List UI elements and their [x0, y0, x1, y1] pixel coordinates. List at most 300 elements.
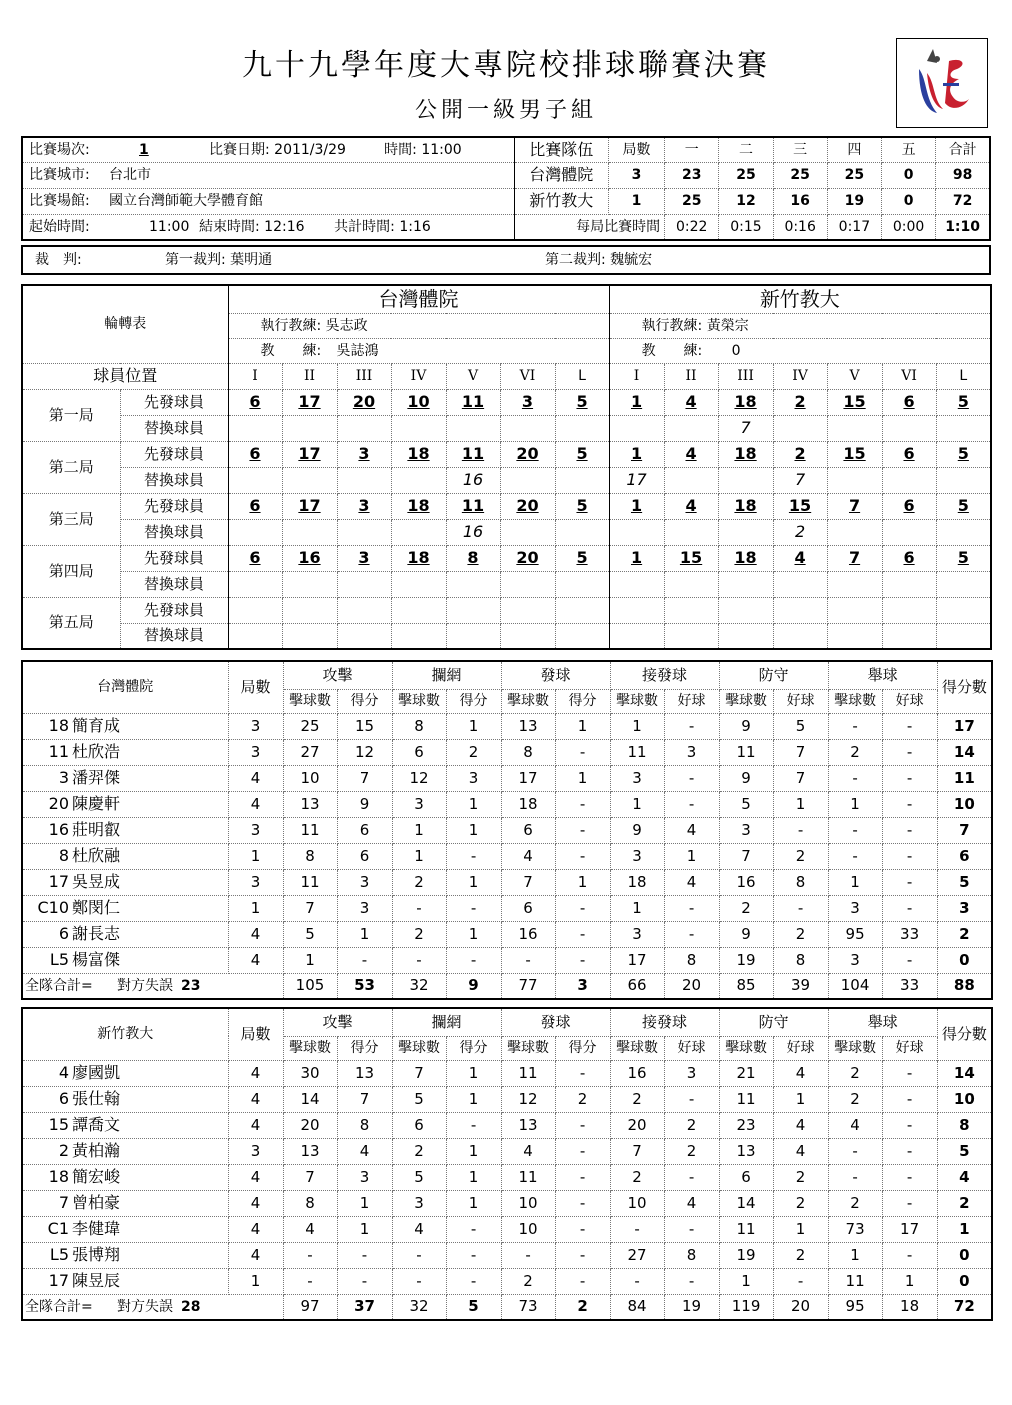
player-cell — [22, 869, 228, 895]
stat-cell: 2 — [828, 1086, 882, 1112]
player-number: 7 — [58, 1193, 69, 1212]
total-cell: 2 — [555, 1294, 610, 1320]
stat-cell: 2 — [773, 1242, 828, 1268]
stat-cell: 1 — [828, 791, 882, 817]
set-score: 25 — [773, 162, 827, 188]
team-sets: 1 — [608, 188, 664, 214]
sub-player — [827, 467, 882, 493]
player-row — [22, 921, 992, 947]
stat-cell: - — [392, 895, 446, 921]
match-info-row-2 — [22, 162, 514, 188]
points-header: 得分數 — [937, 1008, 992, 1060]
rotation-sub-row — [22, 519, 991, 545]
starter-player — [718, 597, 773, 623]
stat-cell: - — [555, 1138, 610, 1164]
stat-cell: - — [882, 1242, 937, 1268]
player-number: 8 — [58, 846, 69, 865]
coach-label: 教 練: — [641, 342, 703, 359]
stat-cell: 2 — [392, 869, 446, 895]
sub-header: 擊球數 — [828, 1036, 882, 1060]
stat-cell: 4 — [228, 1086, 283, 1112]
stat-cell: 6 — [719, 1164, 773, 1190]
sub-header: 好球 — [882, 689, 937, 713]
stat-cell: 13 — [501, 1112, 555, 1138]
starter-player — [827, 597, 882, 623]
team-a-exec-coach: 執行教練: 吳志政 — [228, 313, 609, 338]
date-label: 比賽日期: — [209, 141, 270, 158]
total-cell: 39 — [773, 973, 828, 999]
total-cell: 5 — [446, 1294, 501, 1320]
starter-player: 6 — [228, 493, 282, 519]
player-name: 廖國凱 — [72, 1063, 121, 1082]
stat-cell: - — [392, 1268, 446, 1294]
team-sets: 3 — [608, 162, 664, 188]
stat-cell: 1 — [773, 1216, 828, 1242]
starter-player: 4 — [664, 389, 718, 415]
stat-cell: 3 — [228, 713, 283, 739]
total-cell: 33 — [882, 973, 937, 999]
starter-player — [391, 597, 446, 623]
stat-cell: 3 — [610, 843, 664, 869]
total-cell: 119 — [719, 1294, 773, 1320]
starter-player: 3 — [337, 441, 391, 467]
stat-cell: 2 — [719, 895, 773, 921]
rotation-starter-row — [22, 493, 991, 519]
total-cell: 19 — [664, 1294, 719, 1320]
city-label: 比賽城市: — [29, 167, 90, 183]
venue-label: 比賽場館: — [29, 193, 90, 209]
stat-cell: 14 — [283, 1086, 337, 1112]
player-name: 杜欣融 — [72, 846, 121, 865]
match-info-row-4 — [22, 214, 514, 240]
player-number: 3 — [58, 768, 69, 787]
sub-player — [882, 519, 936, 545]
stat-cell: 7 — [337, 1086, 392, 1112]
sub-player — [500, 415, 555, 441]
stat-cell: - — [555, 843, 610, 869]
stat-cell: - — [828, 1138, 882, 1164]
sub-player — [446, 415, 500, 441]
stat-cell: 14 — [937, 1060, 992, 1086]
stat-cell: 11 — [610, 739, 664, 765]
player-name: 李健瑋 — [72, 1219, 121, 1238]
stat-cell: 30 — [283, 1060, 337, 1086]
stat-cell: - — [555, 1164, 610, 1190]
total-cell: 32 — [392, 973, 446, 999]
player-number: L5 — [49, 1245, 69, 1264]
player-name: 謝長志 — [72, 924, 121, 943]
sub-player — [664, 467, 718, 493]
stat-cell: 1 — [555, 713, 610, 739]
player-number: 16 — [48, 820, 69, 839]
match-no: 1 — [139, 141, 149, 158]
player-cell — [22, 1086, 228, 1112]
starter-player: 5 — [936, 389, 991, 415]
starter-player: 5 — [555, 493, 609, 519]
stat-cell: 11 — [719, 739, 773, 765]
stat-cell: 9 — [610, 817, 664, 843]
starter-player: 20 — [500, 545, 555, 571]
player-row — [22, 1112, 992, 1138]
total-cell: 20 — [664, 973, 719, 999]
header-set4: 四 — [827, 137, 881, 162]
team-b-exec-coach: 執行教練: 黃榮宗 — [609, 313, 991, 338]
totals-label-cell — [22, 1294, 283, 1320]
team-b-coach — [609, 338, 991, 363]
stat-cell: 1 — [392, 817, 446, 843]
stat-cell: 16 — [610, 1060, 664, 1086]
player-number: 18 — [48, 1167, 69, 1186]
sub-header: 好球 — [664, 689, 719, 713]
stat-cell: - — [446, 1242, 501, 1268]
sub-player — [337, 571, 391, 597]
rotation-starter-row — [22, 389, 991, 415]
stat-cell: 6 — [501, 817, 555, 843]
stat-cell: 5 — [937, 1138, 992, 1164]
player-number: 6 — [58, 1089, 69, 1108]
stat-cell: - — [828, 765, 882, 791]
starter-player: 6 — [228, 389, 282, 415]
starter-player — [555, 597, 609, 623]
starter-player — [446, 597, 500, 623]
total-cell: 77 — [501, 973, 555, 999]
stat-cell: 4 — [773, 1138, 828, 1164]
team-a-coach — [228, 338, 609, 363]
header-set5: 五 — [882, 137, 936, 162]
position-header: II — [282, 363, 337, 389]
total-cell: 85 — [719, 973, 773, 999]
totals-row — [22, 1294, 992, 1320]
stat-cell: 17 — [937, 713, 992, 739]
stat-cell: - — [773, 1268, 828, 1294]
sub-player — [500, 571, 555, 597]
stat-cell: - — [828, 843, 882, 869]
stat-cell: 8 — [773, 947, 828, 973]
player-number: 6 — [58, 924, 69, 943]
position-header: VI — [882, 363, 936, 389]
stat-cell: 3 — [610, 765, 664, 791]
stat-cell: 1 — [719, 1268, 773, 1294]
team-a-stats-table — [21, 660, 993, 1000]
player-number: 2 — [58, 1141, 69, 1160]
stat-cell: 4 — [501, 843, 555, 869]
stat-cell: - — [501, 1242, 555, 1268]
starter-player: 18 — [391, 493, 446, 519]
sub-player — [282, 623, 337, 649]
stat-cell: 2 — [501, 1268, 555, 1294]
starter-player: 3 — [337, 493, 391, 519]
sub-player — [718, 519, 773, 545]
stat-cell: 14 — [719, 1190, 773, 1216]
stat-cell: - — [283, 1268, 337, 1294]
stat-cell: 7 — [719, 843, 773, 869]
first-referee: 第一裁判: 葉明通 — [165, 252, 273, 268]
sub-header: 得分 — [337, 689, 392, 713]
player-row — [22, 895, 992, 921]
stat-cell: 5 — [283, 921, 337, 947]
sub-player — [282, 415, 337, 441]
stat-cell: 17 — [610, 947, 664, 973]
stat-cell: 19 — [719, 1242, 773, 1268]
starter-label: 先發球員 — [120, 545, 228, 571]
sub-header: 得分 — [555, 689, 610, 713]
stat-cell: 73 — [828, 1216, 882, 1242]
stat-cell: 8 — [773, 869, 828, 895]
stat-cell: 1 — [773, 1086, 828, 1112]
stat-cell: - — [555, 739, 610, 765]
logo — [896, 38, 988, 128]
stat-cell: 1 — [446, 713, 501, 739]
stat-cell: 1 — [610, 713, 664, 739]
stat-cell: - — [555, 1268, 610, 1294]
total-score: 98 — [936, 162, 990, 188]
player-number: L5 — [49, 950, 69, 969]
player-name: 陳昱辰 — [72, 1271, 121, 1290]
stat-cell: 3 — [337, 869, 392, 895]
receive-header: 接發球 — [610, 661, 719, 689]
stat-cell: 16 — [501, 921, 555, 947]
stat-cell: 1 — [446, 1060, 501, 1086]
sub-player — [228, 467, 282, 493]
sub-player — [228, 571, 282, 597]
sub-player — [936, 415, 991, 441]
stats-body — [22, 1060, 992, 1320]
stat-cell: 10 — [501, 1216, 555, 1242]
stat-cell: 10 — [283, 765, 337, 791]
stat-cell: 1 — [610, 791, 664, 817]
stat-cell: 7 — [283, 895, 337, 921]
sub-player — [936, 623, 991, 649]
starter-player: 6 — [882, 441, 936, 467]
starter-player: 8 — [446, 545, 500, 571]
stat-cell: 5 — [719, 791, 773, 817]
sub-player — [282, 467, 337, 493]
stat-cell: 21 — [719, 1060, 773, 1086]
position-header: V — [446, 363, 500, 389]
sub-header: 得分 — [337, 1036, 392, 1060]
starter-player: 15 — [827, 441, 882, 467]
second-referee: 第二裁判: 魏毓宏 — [545, 252, 653, 268]
stat-cell: 1 — [446, 1190, 501, 1216]
sub-player — [337, 415, 391, 441]
sets-header: 局數 — [228, 661, 283, 713]
player-name: 曾柏豪 — [72, 1193, 121, 1212]
player-number: C10 — [37, 898, 69, 917]
stat-cell: 3 — [937, 895, 992, 921]
starter-player: 11 — [446, 441, 500, 467]
stat-cell: 1 — [828, 869, 882, 895]
opp-err-value: 28 — [181, 1298, 201, 1315]
stat-cell: 95 — [828, 921, 882, 947]
sub-header: 擊球數 — [392, 1036, 446, 1060]
starter-player: 3 — [500, 389, 555, 415]
block-header: 攔網 — [392, 661, 501, 689]
total-cell: 105 — [283, 973, 337, 999]
player-row — [22, 1268, 992, 1294]
starter-player: 15 — [773, 493, 827, 519]
stat-cell: 4 — [228, 1242, 283, 1268]
sub-header: 擊球數 — [828, 689, 882, 713]
sub-player — [391, 519, 446, 545]
starter-player: 18 — [718, 545, 773, 571]
starter-player: 6 — [882, 389, 936, 415]
sub-player — [555, 571, 609, 597]
rotation-sub-row — [22, 571, 991, 597]
position-header: L — [936, 363, 991, 389]
stat-cell: 4 — [937, 1164, 992, 1190]
total-cell: 9 — [446, 973, 501, 999]
starter-player: 5 — [555, 545, 609, 571]
sub-label: 替換球員 — [120, 519, 228, 545]
rotation-starter-row — [22, 545, 991, 571]
stat-cell: 5 — [392, 1086, 446, 1112]
position-header: VI — [500, 363, 555, 389]
stat-cell: 1 — [228, 843, 283, 869]
player-row — [22, 739, 992, 765]
set-name: 第二局 — [22, 441, 120, 493]
set-score: 19 — [827, 188, 881, 214]
stat-cell: 6 — [501, 895, 555, 921]
starter-player — [664, 597, 718, 623]
sub-player — [500, 467, 555, 493]
serve-header: 發球 — [501, 661, 610, 689]
stat-cell: - — [664, 765, 719, 791]
player-number: 17 — [48, 1271, 69, 1290]
total-cell: 104 — [828, 973, 882, 999]
starter-player: 15 — [664, 545, 718, 571]
sub-label: 替換球員 — [120, 467, 228, 493]
stat-cell: - — [664, 921, 719, 947]
stat-cell: - — [337, 1268, 392, 1294]
stat-cell: 6 — [392, 1112, 446, 1138]
starter-player: 2 — [773, 389, 827, 415]
stat-cell: 1 — [610, 895, 664, 921]
sub-player — [282, 571, 337, 597]
set-name: 第四局 — [22, 545, 120, 597]
set-time: 0:17 — [827, 214, 881, 240]
stat-cell: 3 — [392, 1190, 446, 1216]
sub-player — [936, 467, 991, 493]
starter-player: 7 — [827, 493, 882, 519]
stat-cell: - — [882, 791, 937, 817]
stat-cell: - — [555, 1060, 610, 1086]
set-name: 第一局 — [22, 389, 120, 441]
player-number: 20 — [48, 794, 69, 813]
sub-player — [228, 519, 282, 545]
sub-player — [936, 519, 991, 545]
sub-player — [609, 571, 664, 597]
starter-player: 4 — [664, 441, 718, 467]
stat-cell: - — [610, 1268, 664, 1294]
stat-cell: 0 — [937, 1268, 992, 1294]
sub-player — [664, 571, 718, 597]
starter-player: 6 — [882, 493, 936, 519]
stat-cell: 7 — [773, 765, 828, 791]
stat-cell: 20 — [283, 1112, 337, 1138]
stat-cell: 27 — [610, 1242, 664, 1268]
stat-cell: - — [773, 895, 828, 921]
starter-label: 先發球員 — [120, 389, 228, 415]
stat-cell: - — [610, 1216, 664, 1242]
player-row — [22, 1060, 992, 1086]
player-row — [22, 869, 992, 895]
stat-cell: 3 — [664, 739, 719, 765]
total-score: 72 — [936, 188, 990, 214]
sub-player: 2 — [773, 519, 827, 545]
stat-cell: 7 — [773, 739, 828, 765]
stat-cell: 4 — [228, 765, 283, 791]
start-time: 11:00 — [149, 218, 190, 235]
stat-cell: 1 — [555, 869, 610, 895]
player-row — [22, 817, 992, 843]
stat-cell: - — [555, 817, 610, 843]
starter-player: 1 — [609, 441, 664, 467]
stat-cell: - — [446, 1216, 501, 1242]
set-score: 25 — [719, 162, 773, 188]
stat-cell: - — [555, 947, 610, 973]
stat-cell: - — [446, 843, 501, 869]
time-label: 時間: — [384, 141, 417, 158]
player-name: 張仕翰 — [72, 1089, 121, 1108]
stat-cell: 4 — [664, 817, 719, 843]
starter-player: 4 — [664, 493, 718, 519]
stat-cell: 9 — [719, 921, 773, 947]
starter-player: 18 — [718, 493, 773, 519]
stat-cell: 7 — [283, 1164, 337, 1190]
player-number: 4 — [58, 1063, 69, 1082]
team-name: 台灣體院 — [22, 661, 228, 713]
serve-header: 發球 — [501, 1008, 610, 1036]
sub-header: 擊球數 — [610, 1036, 664, 1060]
player-row — [22, 1164, 992, 1190]
stat-cell: 4 — [773, 1060, 828, 1086]
player-row — [22, 947, 992, 973]
sub-player — [718, 467, 773, 493]
stat-cell: - — [392, 947, 446, 973]
coach-name: 吳誌鴻 — [336, 342, 379, 359]
sub-player — [446, 571, 500, 597]
city: 台北市 — [109, 167, 151, 183]
player-row — [22, 1242, 992, 1268]
starter-player: 6 — [882, 545, 936, 571]
stat-cell: 10 — [937, 1086, 992, 1112]
stat-cell: 8 — [392, 713, 446, 739]
stat-cell: 1 — [228, 895, 283, 921]
starter-player: 7 — [827, 545, 882, 571]
position-header: V — [827, 363, 882, 389]
stat-cell: 3 — [610, 921, 664, 947]
stat-cell: 1 — [446, 817, 501, 843]
set-time: 0:22 — [665, 214, 719, 240]
stat-cell: 2 — [555, 1086, 610, 1112]
opp-err-label: 對方失誤 — [117, 977, 173, 994]
player-number: C1 — [47, 1219, 69, 1238]
starter-player: 10 — [391, 389, 446, 415]
sub-player — [500, 623, 555, 649]
sets-header: 局數 — [228, 1008, 283, 1060]
stat-cell: - — [446, 1268, 501, 1294]
stat-cell: 4 — [501, 1138, 555, 1164]
stat-cell: 11 — [937, 765, 992, 791]
player-name: 莊明叡 — [72, 820, 121, 839]
stat-cell: 11 — [283, 869, 337, 895]
stat-cell: 6 — [937, 843, 992, 869]
sub-player — [282, 519, 337, 545]
starter-player: 18 — [391, 441, 446, 467]
player-number: 17 — [48, 872, 69, 891]
position-header: II — [664, 363, 718, 389]
stat-cell: - — [882, 1060, 937, 1086]
